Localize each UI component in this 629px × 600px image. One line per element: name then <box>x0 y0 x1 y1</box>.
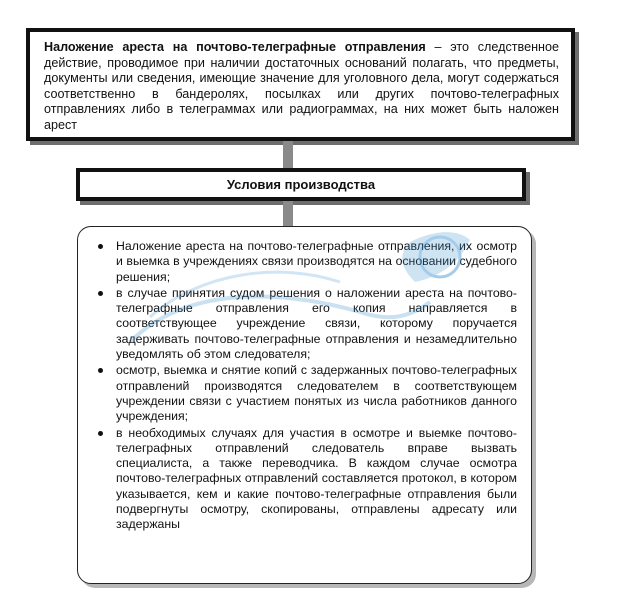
condition-text: Наложение ареста на почтово-телеграфные отправления, их осмотр и выемка в учреждениях связи производятся на основании судебного решения; <box>116 239 517 284</box>
conditions-title: Условия производства <box>226 177 376 192</box>
condition-text: в случае принятия судом решения о наложении ареста на почтово-телеграфные отправления его копия направляется в соответствующее учреждение связи, которому поручается задерживать почтово-телеграфные отправления и незамедлительно уведомлять об этом следователя; <box>116 285 517 362</box>
condition-item <box>92 239 517 285</box>
conditions-box <box>77 226 532 584</box>
condition-text: в необходимых случаях для участия в осмотре и выемке почтово-телеграфных отправлений следователь вправе вызвать специалиста, а также переводчика. В каждом случае осмотра почтово-телеграфных отправлений составляется протокол, в котором указывается, кем и какие почтово-телеграфные отправления были подвергнуты осмотру, скопированы, отправлены адресату или задержаны <box>116 425 517 532</box>
bullet-icon <box>98 244 103 249</box>
connector-line-bottom <box>283 201 293 226</box>
bullet-icon <box>98 431 103 436</box>
condition-text: осмотр, выемка и снятие копий с задержанных почтово-телеграфных отправлений производятся следователем в соответствующем учреждении связи с участием понятых из числа работников данного учреждения; <box>116 363 517 424</box>
bullet-icon <box>98 291 103 296</box>
definition-term: Наложение ареста на почтово-телеграфные отправления <box>44 40 426 54</box>
bullet-icon <box>98 368 103 373</box>
condition-item <box>92 363 517 424</box>
condition-item <box>92 426 517 533</box>
conditions-list <box>92 239 517 533</box>
condition-item <box>92 286 517 362</box>
definition-box <box>26 28 575 141</box>
conditions-title-box <box>76 168 526 201</box>
definition-text: – это следственное действие, проводимое при наличии достаточных оснований полагать, что предметы, документы или сведения, имеющие значение для уголовного дела, могут содержаться соответственно в бандеролях, посылках или других почтово-телеграфных отправлениях либо в телеграммах или радиограммах, на них может быть наложен арест <box>44 40 559 132</box>
connector-line-top <box>283 141 293 168</box>
